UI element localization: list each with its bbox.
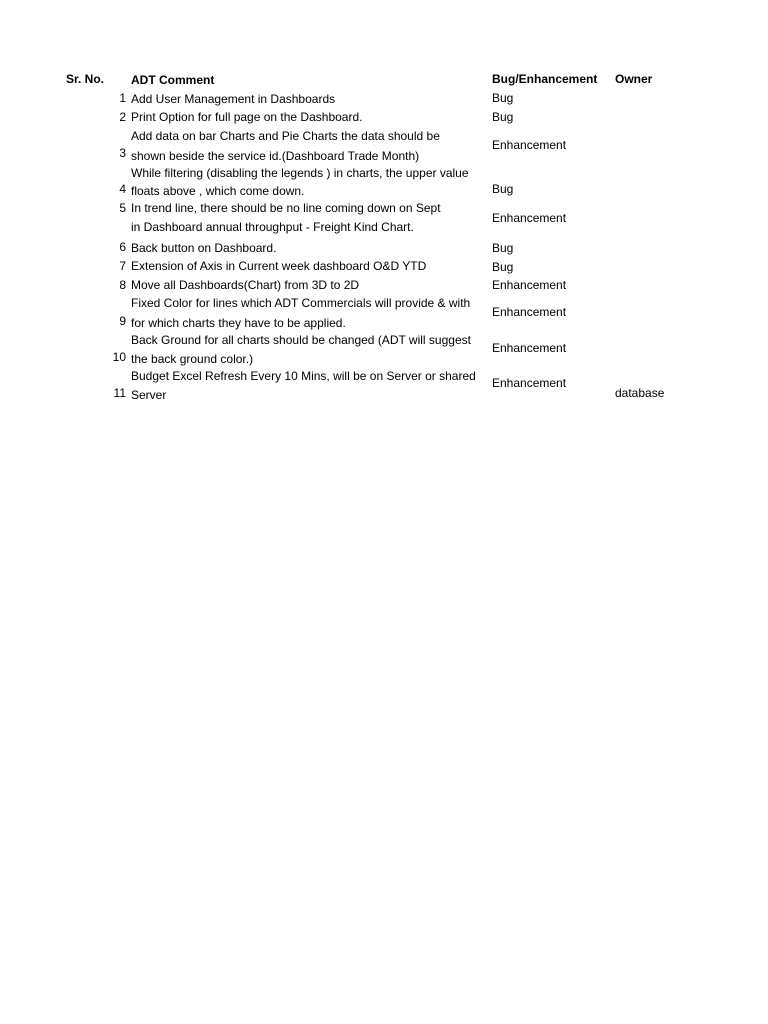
- row-4-comment-line-1: While filtering (disabling the legends ) in charts, the upper value: [131, 166, 469, 180]
- header-owner: Owner: [615, 72, 653, 86]
- row-11-owner: database: [615, 386, 665, 400]
- row-5-comment-line-1: In trend line, there should be no line coming down on Sept: [131, 201, 441, 215]
- row-5-sr-no: 5: [119, 201, 126, 215]
- row-2-type: Bug: [492, 110, 514, 124]
- row-2-sr-no: 2: [119, 110, 126, 124]
- row-3-sr-no: 3: [119, 146, 126, 160]
- row-3-comment-line-2: shown beside the service id.(Dashboard Trade Month): [131, 149, 420, 163]
- row-10-sr-no: 10: [112, 350, 126, 364]
- row-11-comment-line-2: Server: [131, 388, 167, 402]
- row-8-comment-line-1: Move all Dashboards(Chart) from 3D to 2D: [131, 278, 360, 292]
- row-1-sr-no: 1: [119, 91, 126, 105]
- row-2-comment-line-1: Print Option for full page on the Dashboard.: [131, 110, 363, 124]
- row-7-sr-no: 7: [119, 259, 126, 273]
- row-6-comment-line-1: Back button on Dashboard.: [131, 241, 277, 255]
- header-bug-enhancement: Bug/Enhancement: [492, 72, 598, 86]
- row-3-type: Enhancement: [492, 138, 567, 152]
- row-7-type: Bug: [492, 260, 514, 274]
- row-4-type: Bug: [492, 182, 514, 196]
- row-4-sr-no: 4: [119, 182, 126, 196]
- row-8-type: Enhancement: [492, 278, 567, 292]
- header-adt-comment: ADT Comment: [131, 73, 215, 87]
- row-1-type: Bug: [492, 91, 514, 105]
- row-10-comment-line-1: Back Ground for all charts should be changed (ADT will suggest: [131, 333, 471, 347]
- row-5-comment-line-2: in Dashboard annual throughput - Freight Kind Chart.: [131, 220, 414, 234]
- row-11-sr-no: 11: [113, 386, 126, 400]
- row-9-comment-line-1: Fixed Color for lines which ADT Commercials will provide & with: [131, 296, 471, 310]
- row-10-type: Enhancement: [492, 341, 567, 355]
- row-3-comment-line-1: Add data on bar Charts and Pie Charts the data should be: [131, 129, 440, 143]
- row-1-comment-line-1: Add User Management in Dashboards: [131, 92, 336, 106]
- row-9-sr-no: 9: [119, 314, 126, 328]
- row-9-comment-line-2: for which charts they have to be applied.: [131, 316, 346, 330]
- row-4-comment-line-2: floats above , which come down.: [131, 184, 305, 198]
- row-10-comment-line-2: the back ground color.): [131, 352, 254, 366]
- row-6-type: Bug: [492, 241, 514, 255]
- row-5-type: Enhancement: [492, 211, 567, 225]
- row-11-type: Enhancement: [492, 376, 567, 390]
- row-9-type: Enhancement: [492, 305, 567, 319]
- row-8-sr-no: 8: [119, 278, 126, 292]
- row-11-comment-line-1: Budget Excel Refresh Every 10 Mins, will be on Server or shared: [131, 369, 476, 383]
- row-6-sr-no: 6: [119, 240, 126, 254]
- row-7-comment-line-1: Extension of Axis in Current week dashboard O&D YTD: [131, 259, 427, 273]
- header-sr-no: Sr. No.: [66, 72, 105, 86]
